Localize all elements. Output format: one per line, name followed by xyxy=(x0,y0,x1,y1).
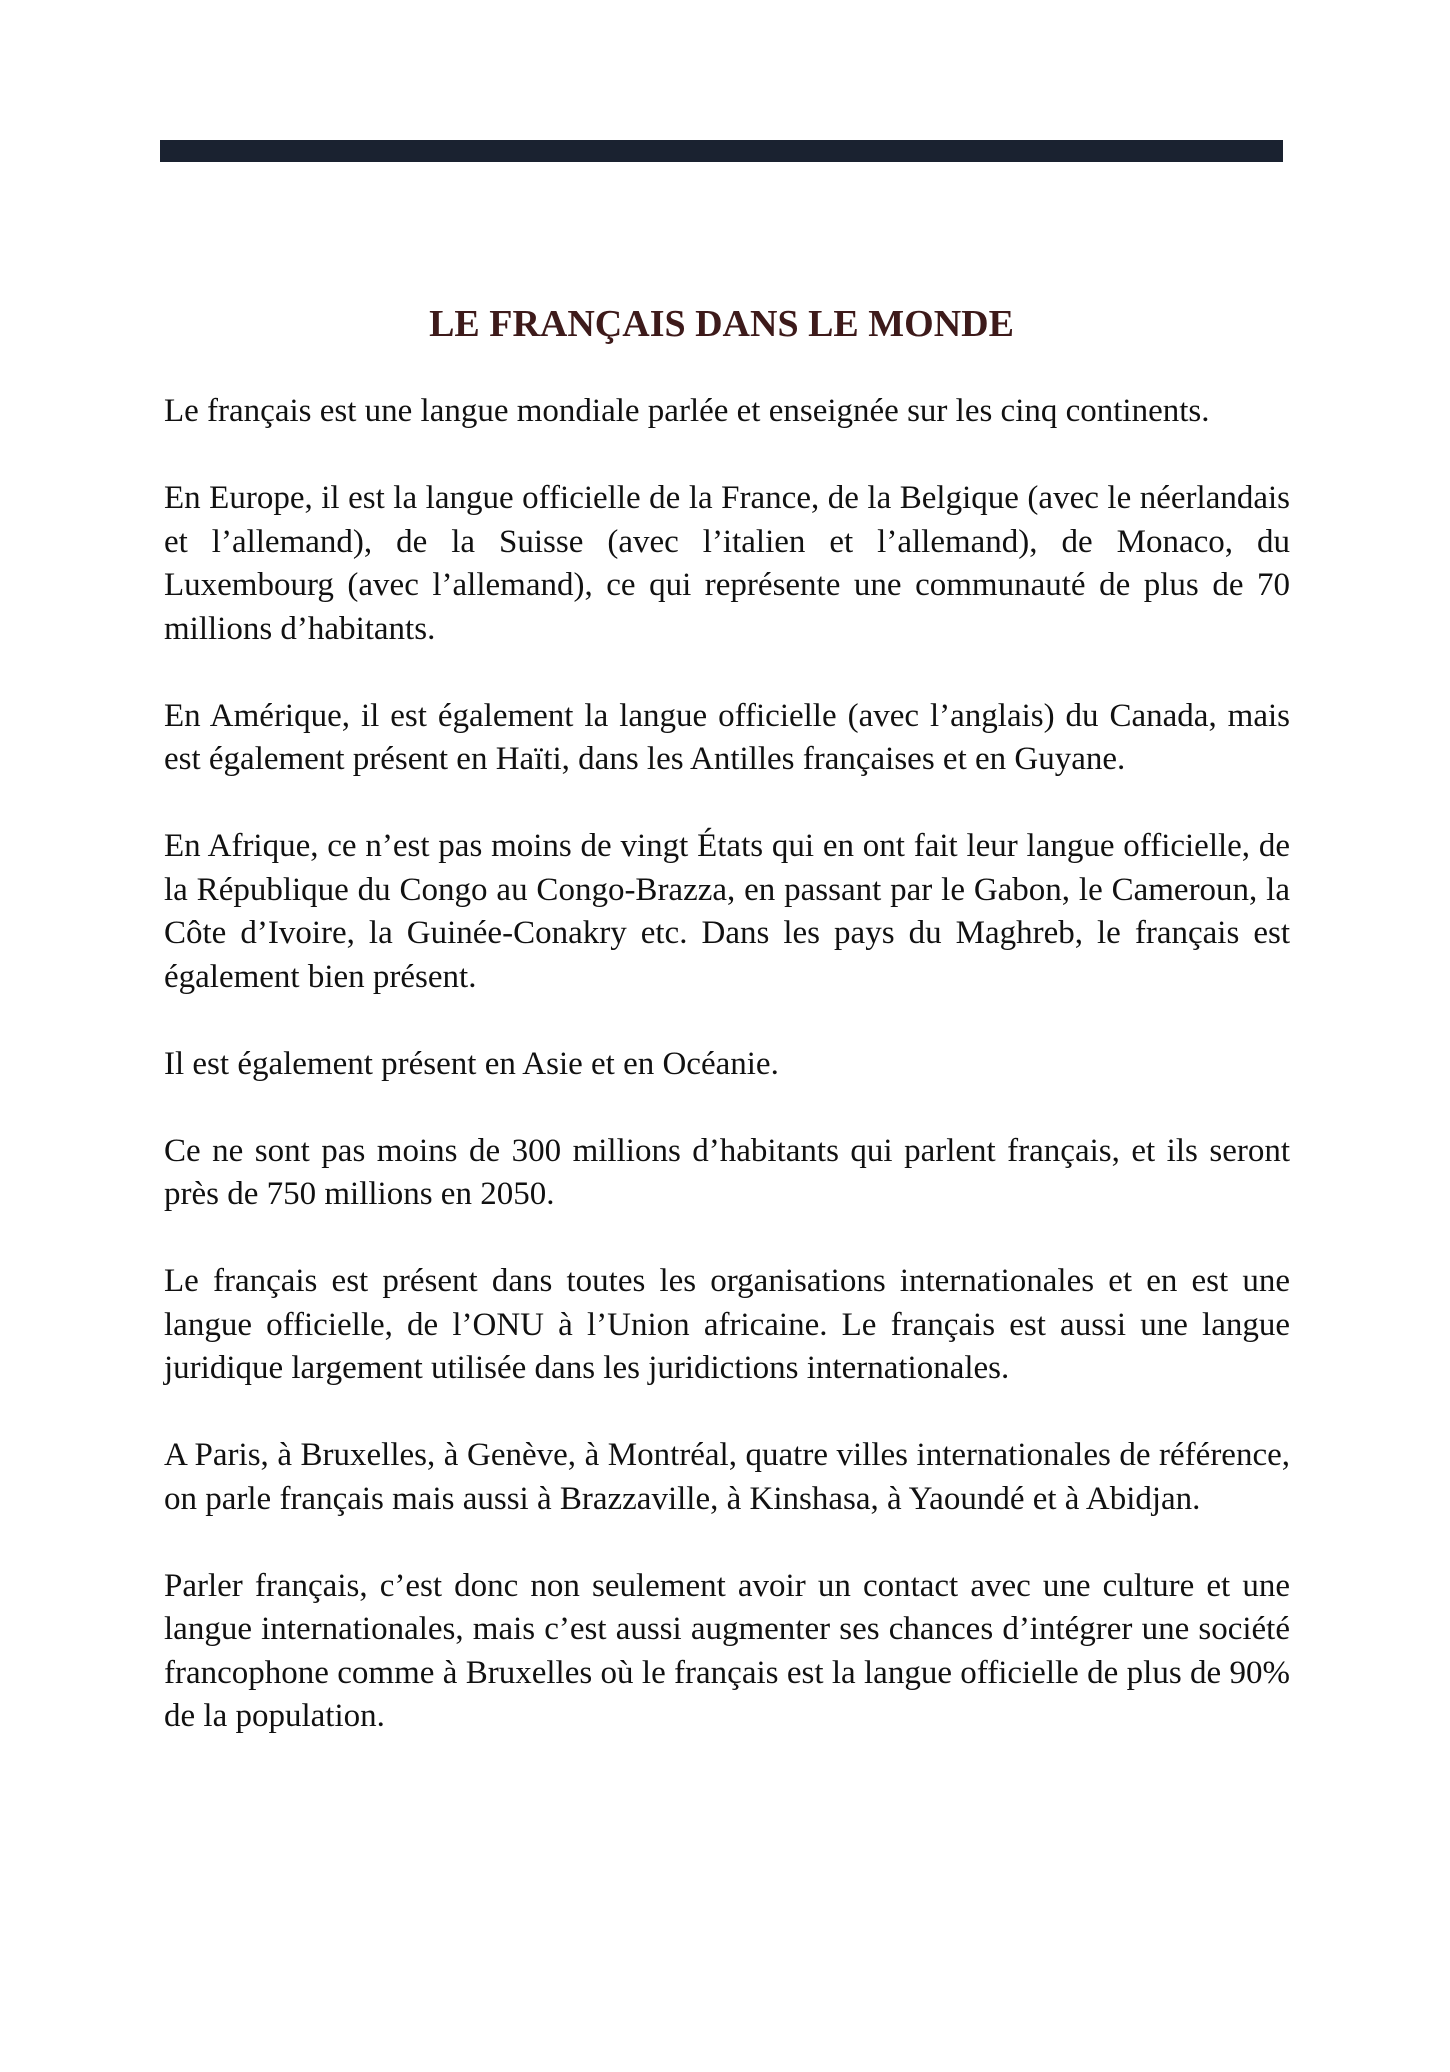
paragraph-villes: A Paris, à Bruxelles, à Genève, à Montréal, quatre villes internationales de référence, on parle français mais aussi à Brazzaville, à Kinshasa, à Yaoundé et à Abidjan. xyxy=(164,1437,1290,1517)
document-body xyxy=(164,390,1290,1782)
paragraph-intro: Le français est une langue mondiale parlée et enseignée sur les cinq continents. xyxy=(164,393,1210,429)
paragraph-locuteurs: Ce ne sont pas moins de 300 millions d’habitants qui parlent français, et ils seront près de 750 millions en 2050. xyxy=(164,1132,1290,1212)
paragraph-amerique: En Amérique, il est également la langue officielle (avec l’anglais) du Canada, mais est également présent en Haïti, dans les Antilles françaises et en Guyane. xyxy=(164,697,1290,777)
document-title: LE FRANÇAIS DANS LE MONDE xyxy=(429,303,1014,345)
paragraph-asie-oceanie: Il est également présent en Asie et en Océanie. xyxy=(164,1045,779,1082)
paragraph-organisations: Le français est présent dans toutes les organisations internationales et en est une langue officielle, de l’ONU à l’Union africaine. Le français est aussi une langue juridique largement utilisée dans les juridictions internationales. xyxy=(164,1263,1290,1386)
header-rule xyxy=(160,140,1283,162)
paragraph-conclusion: Parler français, c’est donc non seulement avoir un contact avec une culture et une langue internationales, mais c’est aussi augmenter ses chances d’intégrer une société francophone comme à Bruxelles où le français est la langue officielle de plus de 90% de la population. xyxy=(164,1567,1290,1734)
paragraph-afrique: En Afrique, ce n’est pas moins de vingt États qui en ont fait leur langue officielle, de la République du Congo au Congo-Brazza, en passant par le Gabon, le Cameroun, la Côte d’Ivoire, la Guinée-Conakry etc. Dans les pays du Maghreb, le français est également bien présent. xyxy=(164,828,1290,995)
paragraph-europe: En Europe, il est la langue officielle de la France, de la Belgique (avec le néerlandais et l’allemand), de la Suisse (avec l’italien et l’allemand), de Monaco, du Luxembourg (avec l’allemand), ce qui représente une communauté de plus de 70 millions d’habitants. xyxy=(164,480,1290,647)
